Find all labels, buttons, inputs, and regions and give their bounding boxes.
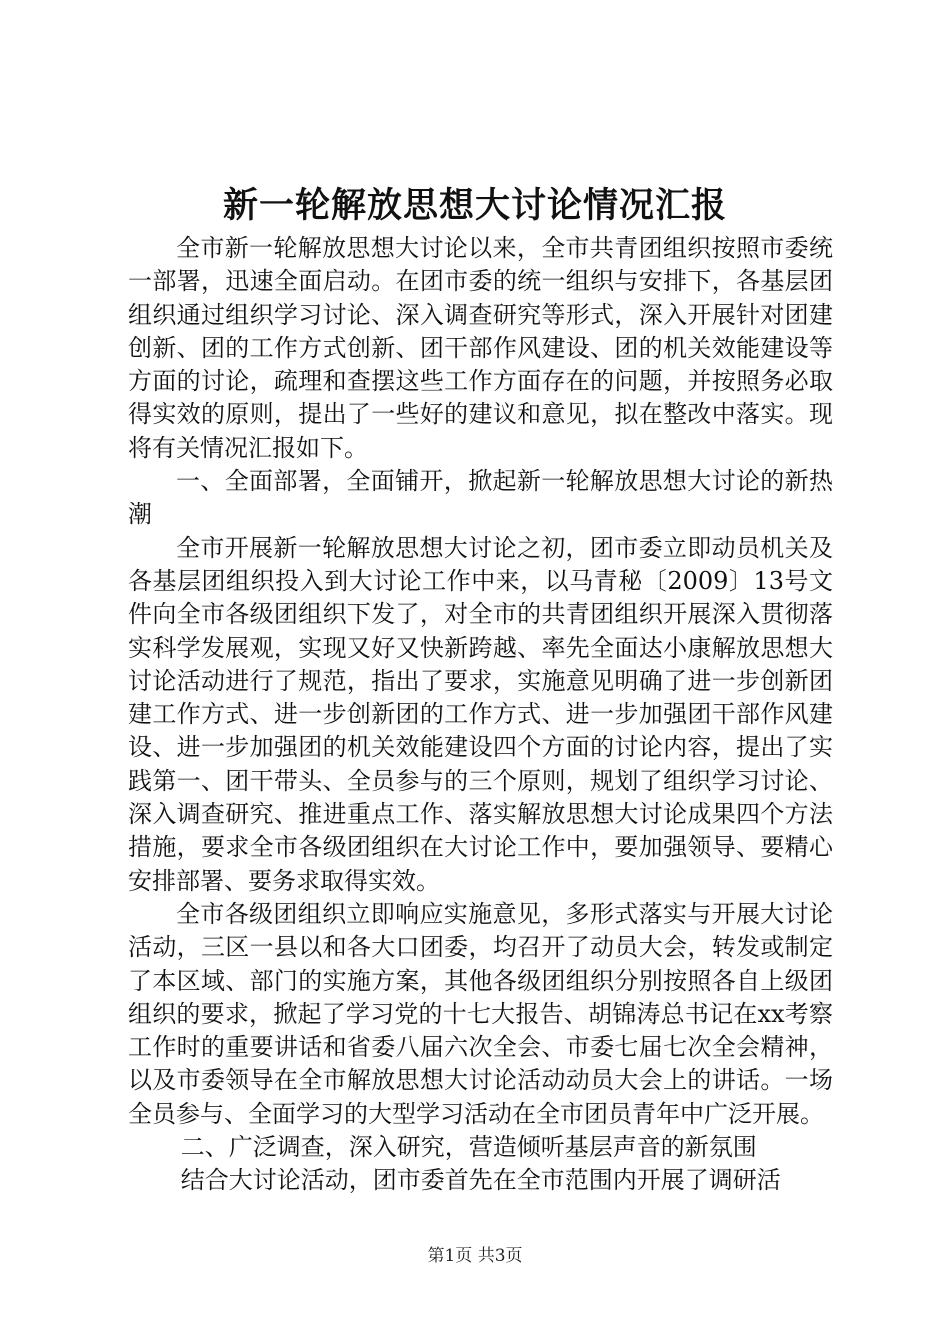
paragraph-section-2-a: 结合大讨论活动，团市委首先在全市范围内开展了调研活 [180, 1166, 781, 1195]
paragraph-intro: 全市新一轮解放思想大讨论以来，全市共青团组织按照市委统一部署，迅速全面启动。在团市委的统一组织与安排下，各基层团组织通过组织学习讨论、深入调查研究等形式，深入开展针对团建创新、团的工作方式创新、团干部作风建设、团的机关效能建设等方面的讨论，疏理和查摆这些工作方面存在的问题，并按照务必取得实效的原则，提出了一些好的建议和意见，拟在整改中落实。现将有关情况汇报如下。 [128, 234, 833, 462]
document-title: 新一轮解放思想大讨论情况汇报 [222, 185, 727, 226]
page-footer: 第1页 共3页 [427, 1246, 523, 1266]
document-body [128, 232, 833, 1198]
section-heading-1: 一、全面部署，全面铺开，掀起新一轮解放思想大讨论的新热潮 [128, 467, 833, 529]
section-heading-2: 二、广泛调查，深入研究，营造倾听基层声音的新氛围 [180, 1133, 757, 1162]
paragraph-section-1-b: 全市各级团组织立即响应实施意见，多形式落实与开展大讨论活动，三区一县以和各大口团委，均召开了动员大会，转发或制定了本区域、部门的实施方案，其他各级团组织分别按照各自上级团组织的要求，掀起了学习党的十七大报告、胡锦涛总书记在xx考察工作时的重要讲话和省委八届六次全会、市委七届七次全会精神，以及市委领导在全市解放思想大讨论活动动员大会上的讲话。一场全员参与、全面学习的大型学习活动在全市团员青年中广泛开展。 [128, 899, 833, 1128]
paragraph-section-1-a: 全市开展新一轮解放思想大讨论之初，团市委立即动员机关及各基层团组织投入到大讨论工作中来，以马青秘〔2009〕13号文件向全市各级团组织下发了，对全市的共青团组织开展深入贯彻落实科学发展观，实现又好又快新跨越、率先全面达小康解放思想大讨论活动进行了规范，指出了要求，实施意见明确了进一步创新团建工作方式、进一步创新团的工作方式、进一步加强团干部作风建设、进一步加强团的机关效能建设四个方面的讨论内容，提出了实践第一、团干带头、全员参与的三个原则，规划了组织学习讨论、深入调查研究、推进重点工作、落实解放思想大讨论成果四个方法措施，要求全市各级团组织在大讨论工作中，要加强领导、要精心安排部署、要务求取得实效。 [128, 533, 833, 895]
